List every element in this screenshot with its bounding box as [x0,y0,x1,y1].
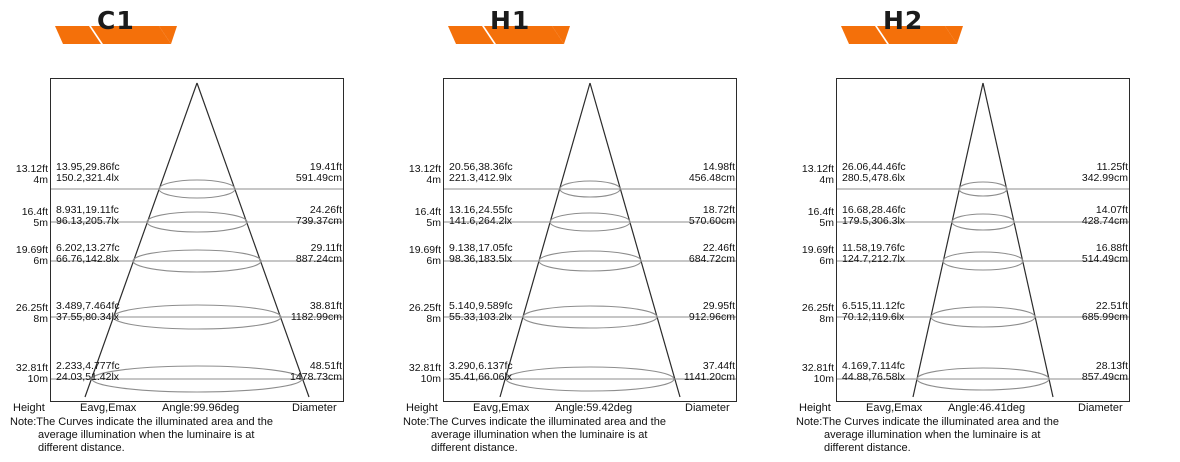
height-ft: 26.25ft [15,302,48,314]
eavg-lx: 37.55,80.34lx [56,311,120,323]
height-ft: 16.4ft [414,206,441,218]
diameter-cm: 456.48cm [688,172,735,184]
diameter-label-row5 [613,361,735,383]
height-m: 6m [426,255,441,267]
eavg-label-row1 [56,162,120,184]
height-m: 6m [33,255,48,267]
eavg-lx: 66.76,142.8lx [56,253,120,265]
height-ft: 19.69ft [15,244,48,256]
beam-panel-h1 [393,0,786,462]
diameter-ft: 11.25ft [1096,161,1128,173]
eavg-label-row1 [842,162,906,184]
diameter-cm: 1182.99cm [290,311,342,323]
eavg-fc: 13.16,24.55fc [449,204,513,216]
note-line-3: different distance. [824,442,911,454]
eavg-lx: 179.5,306.3lx [842,215,906,227]
eavg-label-row3 [842,243,905,265]
diameter-ft: 22.46ft [702,242,735,254]
eavg-lx: 96.13,205.7lx [56,215,120,227]
height-label-row1 [0,164,48,186]
height-ft: 13.12ft [15,163,48,175]
diameter-label-row2 [1006,205,1128,227]
footer-height-label: Height [406,402,438,414]
height-m: 6m [819,255,834,267]
eavg-label-row5 [449,361,513,383]
height-label-row5 [786,363,834,385]
diameter-ft: 18.72ft [702,204,735,216]
height-label-row2 [393,207,441,229]
diameter-ft: 37.44ft [702,360,735,372]
eavg-lx: 150.2,321.4lx [56,172,120,184]
height-ft: 32.81ft [15,362,48,374]
panel-footer-c1 [10,402,390,416]
height-label-row1 [393,164,441,186]
eavg-fc: 13.95,29.86fc [56,161,120,173]
footer-eavg-label: Eavg,Emax [866,402,923,414]
diameter-label-row4 [1006,301,1128,323]
diameter-label-row1 [220,162,342,184]
eavg-lx: 70.12,119.6lx [842,311,905,323]
height-label-row3 [786,245,834,267]
eavg-lx: 221.3,412.9lx [449,172,513,184]
eavg-fc: 6.515,11.12fc [842,300,905,312]
height-ft: 19.69ft [408,244,441,256]
panel-banner-h1 [448,4,588,44]
note-line-3: different distance. [431,442,518,454]
height-m: 4m [33,174,48,186]
height-label-row4 [0,303,48,325]
panel-note-h1 [403,416,783,455]
eavg-label-row1 [449,162,513,184]
diameter-label-row3 [220,243,342,265]
eavg-fc: 26.06,44.46fc [842,161,906,173]
height-ft: 32.81ft [408,362,441,374]
eavg-fc: 8.931,19.11fc [56,204,119,216]
height-m: 10m [813,373,834,385]
panel-note-c1 [10,416,390,455]
beam-diagram-h2 [836,78,1130,402]
panel-code-label: H2 [883,6,924,35]
footer-angle-label: Angle:59.42deg [555,402,633,414]
diameter-cm: 428.74cm [1081,215,1128,227]
eavg-label-row4 [56,301,120,323]
diameter-ft: 14.07ft [1095,204,1128,216]
eavg-label-row3 [449,243,513,265]
height-m: 10m [27,373,48,385]
height-ft: 26.25ft [801,302,834,314]
diameter-label-row5 [220,361,342,383]
panel-banner-c1 [55,4,195,44]
eavg-label-row4 [842,301,905,323]
eavg-label-row4 [449,301,513,323]
height-m: 8m [819,313,834,325]
eavg-fc: 11.58,19.76fc [842,242,905,254]
eavg-label-row5 [842,361,905,383]
diameter-cm: 857.49cm [1081,371,1128,383]
note-line-1: Note:The Curves indicate the illuminated area and the [403,416,666,428]
diameter-cm: 570.60cm [688,215,735,227]
diameter-label-row1 [613,162,735,184]
footer-height-label: Height [799,402,831,414]
diameter-cm: 684.72cm [688,253,735,265]
eavg-label-row2 [449,205,513,227]
eavg-lx: 124.7,212.7lx [842,253,906,265]
height-label-row3 [393,245,441,267]
panel-banner-h2 [841,4,981,44]
footer-angle-label: Angle:99.96deg [162,402,240,414]
height-ft: 19.69ft [801,244,834,256]
diameter-ft: 38.81ft [309,300,342,312]
height-ft: 13.12ft [801,163,834,175]
eavg-lx: 44.88,76.58lx [842,371,906,383]
diameter-ft: 14.98ft [702,161,735,173]
diameter-cm: 1478.73cm [290,371,342,383]
note-line-1: Note:The Curves indicate the illuminated area and the [796,416,1059,428]
height-label-row1 [786,164,834,186]
diameter-cm: 912.96cm [688,311,735,323]
diameter-cm: 1141.20cm [683,371,735,383]
footer-height-label: Height [13,402,45,414]
diameter-ft: 24.26ft [309,204,342,216]
height-m: 10m [420,373,441,385]
height-m: 5m [819,217,834,229]
diameter-label-row2 [613,205,735,227]
beam-panel-c1 [0,0,393,462]
diameter-ft: 16.88ft [1095,242,1128,254]
diameter-ft: 29.11ft [310,242,342,254]
footer-diameter-label: Diameter [292,402,337,414]
height-m: 4m [426,174,441,186]
footer-eavg-label: Eavg,Emax [473,402,530,414]
diameter-ft: 28.13ft [1095,360,1128,372]
diameter-cm: 739.37cm [295,215,342,227]
height-ft: 26.25ft [408,302,441,314]
eavg-fc: 3.290,6.137fc [449,360,513,372]
note-line-2: average illumination when the luminaire is at [824,429,1041,441]
panel-footer-h1 [403,402,783,416]
footer-eavg-label: Eavg,Emax [80,402,137,414]
diameter-label-row1 [1006,162,1128,184]
diameter-cm: 342.99cm [1081,172,1128,184]
diameter-ft: 29.95ft [702,300,735,312]
height-label-row3 [0,245,48,267]
eavg-label-row5 [56,361,120,383]
note-line-3: different distance. [38,442,125,454]
beam-diagram-h1 [443,78,737,402]
diameter-label-row4 [220,301,342,323]
height-m: 5m [426,217,441,229]
panel-note-h2 [796,416,1176,455]
diameter-label-row5 [1006,361,1128,383]
panel-footer-h2 [796,402,1176,416]
panel-code-label: C1 [97,6,135,35]
beam-panel-h2 [786,0,1179,462]
eavg-fc: 16.68,28.46fc [842,204,906,216]
eavg-label-row2 [56,205,119,227]
eavg-lx: 35.41,66.06lx [449,371,513,383]
footer-angle-label: Angle:46.41deg [948,402,1026,414]
diameter-ft: 22.51ft [1095,300,1128,312]
beam-diagram-c1 [50,78,344,402]
height-ft: 16.4ft [21,206,48,218]
diameter-ft: 48.51ft [309,360,342,372]
height-label-row5 [0,363,48,385]
eavg-lx: 141.6,264.2lx [449,215,513,227]
height-m: 8m [33,313,48,325]
height-label-row2 [0,207,48,229]
height-ft: 16.4ft [807,206,834,218]
height-label-row4 [786,303,834,325]
eavg-lx: 98.36,183.5lx [449,253,513,265]
diameter-cm: 685.99cm [1081,311,1128,323]
eavg-fc: 4.169,7.114fc [842,360,905,372]
height-label-row5 [393,363,441,385]
diameter-label-row3 [1006,243,1128,265]
diameter-cm: 514.49cm [1081,253,1128,265]
eavg-label-row3 [56,243,120,265]
eavg-fc: 20.56,38.36fc [449,161,513,173]
height-label-row2 [786,207,834,229]
eavg-fc: 9.138,17.05fc [449,242,513,254]
height-m: 4m [819,174,834,186]
height-ft: 32.81ft [801,362,834,374]
diameter-label-row3 [613,243,735,265]
eavg-fc: 6.202,13.27fc [56,242,120,254]
diameter-label-row2 [220,205,342,227]
diameter-ft: 19.41ft [309,161,342,173]
footer-diameter-label: Diameter [1078,402,1123,414]
diameter-cm: 887.24cm [295,253,342,265]
note-line-2: average illumination when the luminaire is at [38,429,255,441]
eavg-lx: 24.03,51.42lx [56,371,120,383]
height-ft: 13.12ft [408,163,441,175]
diameter-cm: 591.49cm [295,172,342,184]
eavg-fc: 5.140,9.589fc [449,300,513,312]
eavg-fc: 3.489,7.464fc [56,300,120,312]
eavg-fc: 2.233,4.777fc [56,360,120,372]
height-m: 5m [33,217,48,229]
note-line-1: Note:The Curves indicate the illuminated area and the [10,416,273,428]
panel-code-label: H1 [490,6,531,35]
eavg-label-row2 [842,205,906,227]
footer-diameter-label: Diameter [685,402,730,414]
eavg-lx: 55.33,103.2lx [449,311,513,323]
height-label-row4 [393,303,441,325]
diameter-label-row4 [613,301,735,323]
eavg-lx: 280.5,478.6lx [842,172,906,184]
note-line-2: average illumination when the luminaire is at [431,429,648,441]
height-m: 8m [426,313,441,325]
